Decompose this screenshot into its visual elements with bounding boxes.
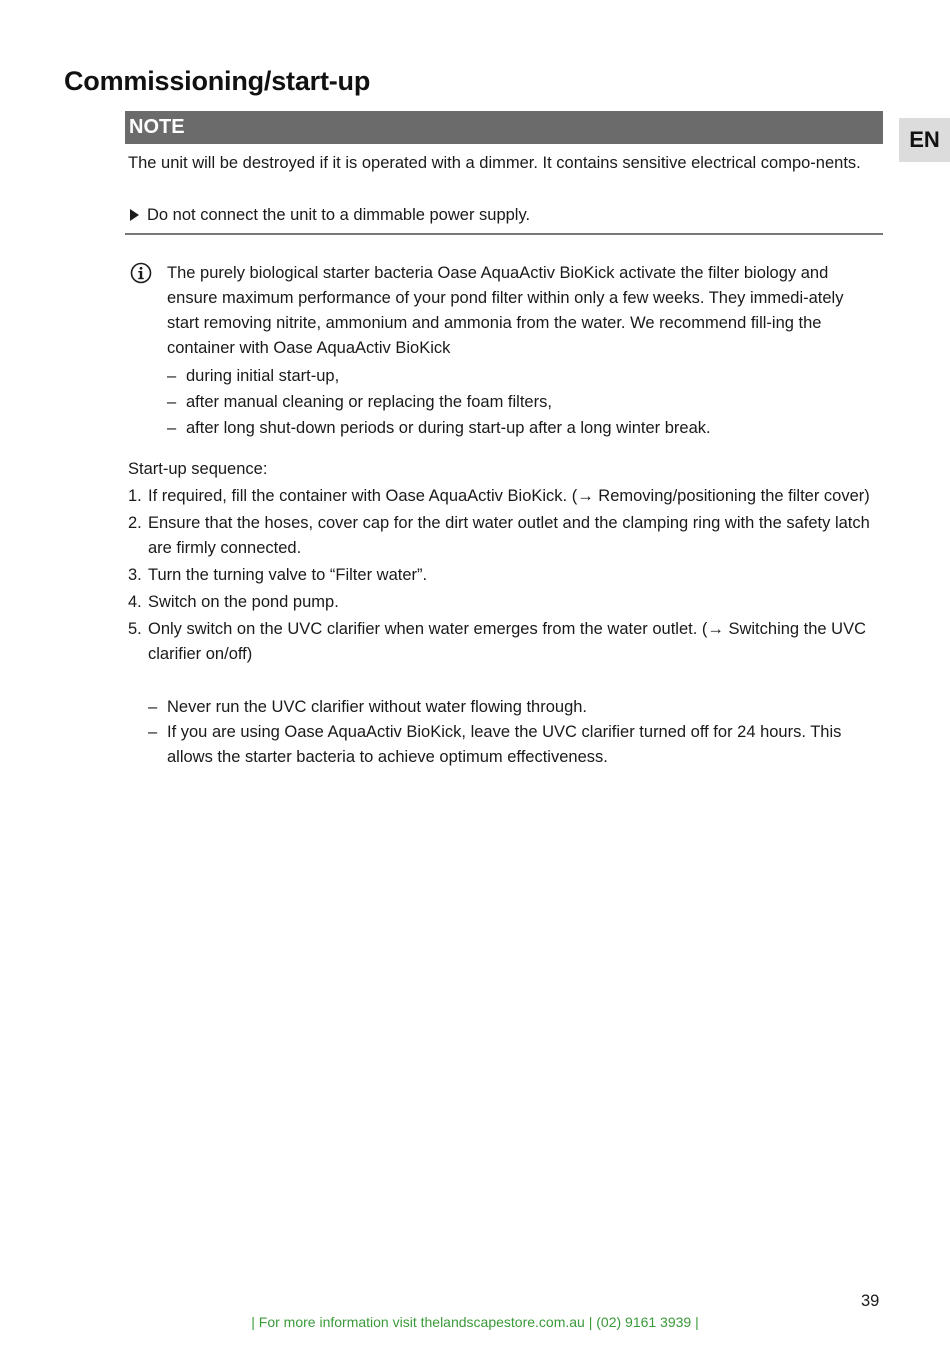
sub-list — [148, 695, 873, 770]
steps-list — [128, 484, 873, 669]
step-item: 3. Turn the turning valve to “Filter water”. — [128, 566, 428, 584]
step-item: 1. If required, fill the container with Oase AquaActiv BioKick. (→ Removing/positioning the filter cover) — [128, 487, 870, 505]
note-heading — [125, 111, 883, 144]
info-icon — [130, 262, 152, 284]
triangle-bullet-icon — [130, 209, 139, 221]
note-action — [130, 203, 530, 228]
list-item: – If you are using Oase AquaActiv BioKick, leave the UVC clarifier turned off for 24 hours. This allows the starter bacteria to achieve optimum effectiveness. — [148, 723, 842, 766]
step-item: 5. Only switch on the UVC clarifier when water emerges from the water outlet. (→ Switching the UVC clarifier on/off) — [128, 620, 867, 663]
list-item: – during initial start-up, — [167, 367, 340, 385]
footer-text: | For more information visit thelandscapestore.com.au | (02) 9161 3939 | — [251, 1314, 699, 1330]
sequence-label: Start-up sequence: — [128, 460, 268, 478]
note-heading-label: NOTE — [129, 116, 185, 138]
step-item: 2. Ensure that the hoses, cover cap for the dirt water outlet and the clamping ring with the safety latch are firmly connected. — [128, 514, 870, 557]
page-title: Commissioning/start-up — [64, 66, 371, 96]
step-item: 4. Switch on the pond pump. — [128, 593, 339, 611]
note-divider — [125, 233, 883, 235]
note-body: The unit will be destroyed if it is operated with a dimmer. It contains sensitive electrical compo-nents. — [128, 154, 861, 172]
info-text: The purely biological starter bacteria Oase AquaActiv BioKick activate the filter biology and ensure maximum performance of your pond filter within only a few weeks. They immedi-ately start removing nitrite, ammonium and ammonia from the water. We recommend fill-ing the container with Oase AquaActiv BioKick — [167, 264, 844, 357]
page-number: 39 — [861, 1292, 880, 1310]
list-item: – after long shut-down periods or during start-up after a long winter break. — [167, 419, 711, 437]
info-list — [167, 363, 711, 441]
language-tab: EN — [899, 118, 950, 162]
list-item: – Never run the UVC clarifier without water flowing through. — [148, 698, 588, 716]
note-action-text: Do not connect the unit to a dimmable power supply. — [147, 206, 531, 224]
list-item: – after manual cleaning or replacing the foam filters, — [167, 393, 552, 411]
